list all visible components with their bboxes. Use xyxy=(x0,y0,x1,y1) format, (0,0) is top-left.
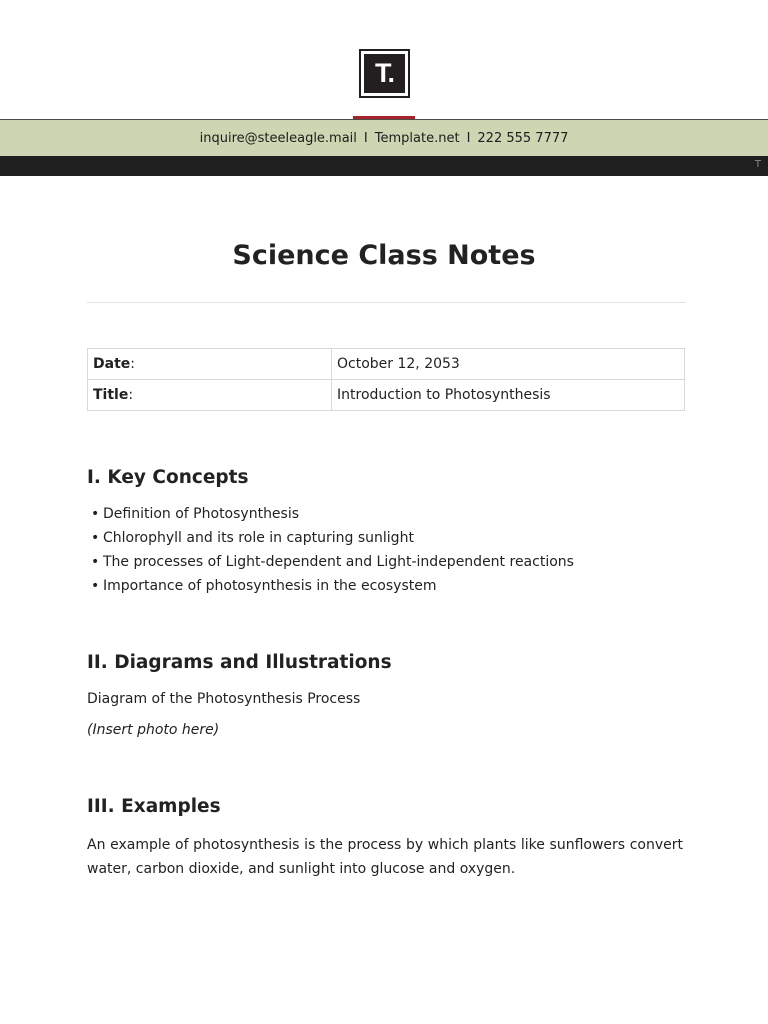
list-item-text: Importance of photosynthesis in the ecosystem xyxy=(103,578,437,594)
contact-website[interactable]: Template.net xyxy=(374,130,460,146)
info-label: Title xyxy=(93,387,129,403)
info-label: Date xyxy=(93,356,131,372)
bullet-icon: • xyxy=(91,578,100,594)
info-value: October 12, 2053 xyxy=(332,349,685,380)
photo-placeholder: (Insert photo here) xyxy=(87,722,220,738)
info-value: Introduction to Photosynthesis xyxy=(332,380,685,411)
list-item xyxy=(91,528,574,552)
contact-phone: 222 555 7777 xyxy=(477,130,569,146)
key-concepts-list xyxy=(91,504,574,600)
list-item-text: The processes of Light-dependent and Light-independent reactions xyxy=(103,554,574,570)
bullet-icon: • xyxy=(91,554,100,570)
list-item-text: Chlorophyll and its role in capturing sunlight xyxy=(103,530,414,546)
list-item-text: Definition of Photosynthesis xyxy=(103,506,300,522)
contact-separator: I xyxy=(363,130,368,146)
section-heading-key-concepts: I. Key Concepts xyxy=(87,467,249,488)
section-heading-diagrams: II. Diagrams and Illustrations xyxy=(87,652,392,673)
list-item xyxy=(91,504,574,528)
title-divider xyxy=(87,302,686,303)
info-table xyxy=(87,348,685,411)
contact-email[interactable]: inquire@steeleagle.mail xyxy=(199,130,357,146)
table-row xyxy=(88,380,685,411)
section-heading-examples: III. Examples xyxy=(87,796,221,817)
brand-logo xyxy=(359,49,410,98)
list-item xyxy=(91,576,574,600)
info-label-cell: Title: xyxy=(88,380,332,411)
page-title: Science Class Notes xyxy=(232,240,536,271)
list-item xyxy=(91,552,574,576)
example-paragraph: An example of photosynthesis is the process by which plants like sunflowers convert water, carbon dioxide, and sunlight into glucose and oxygen. xyxy=(87,837,683,877)
bullet-icon: • xyxy=(91,506,100,522)
contact-band xyxy=(0,119,768,156)
diagram-caption: Diagram of the Photosynthesis Process xyxy=(87,691,361,707)
corner-mark: T xyxy=(754,159,761,170)
header-dark-bar xyxy=(0,156,768,176)
brand-logo-mark: T. xyxy=(364,54,405,93)
info-label-cell: Date: xyxy=(88,349,332,380)
table-row xyxy=(88,349,685,380)
contact-separator: I xyxy=(466,130,471,146)
bullet-icon: • xyxy=(91,530,100,546)
